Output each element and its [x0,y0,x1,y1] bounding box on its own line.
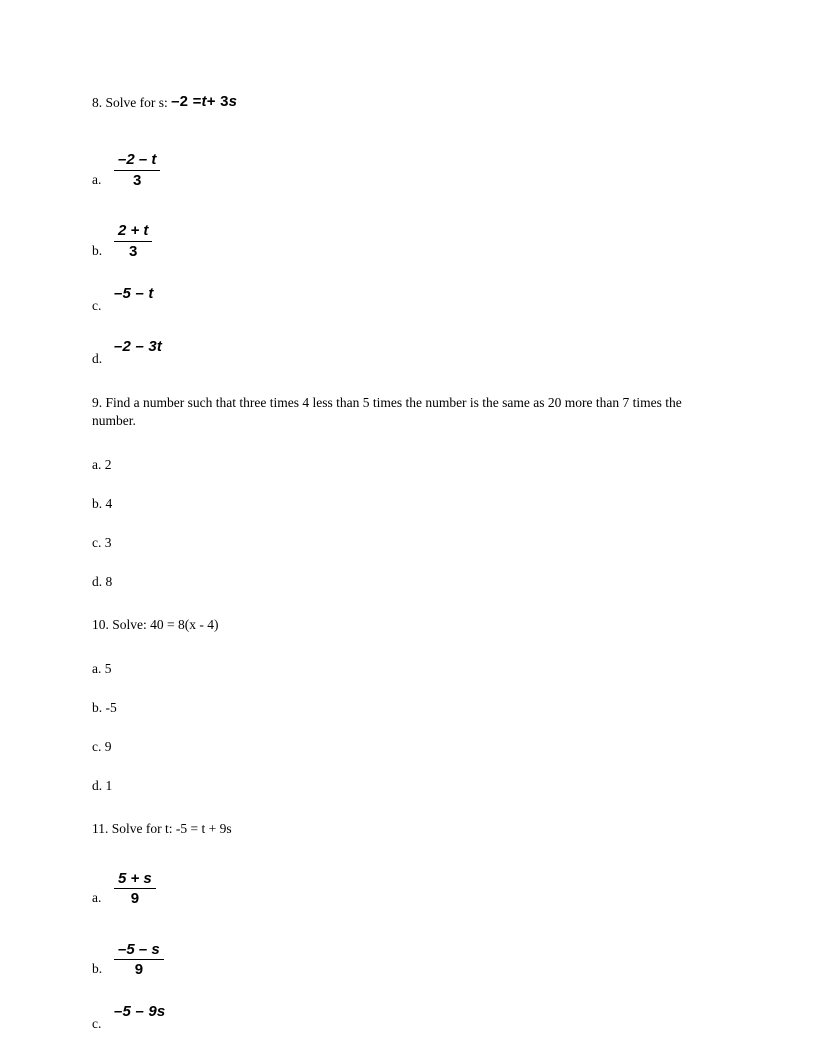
answer-option-11b[interactable] [92,932,732,980]
answer-label: d. [92,350,103,366]
answer-option-10c[interactable]: c. 9 [92,738,112,754]
answer-expression: –5 – 9s [114,1003,166,1021]
answer-option-8c[interactable] [92,285,732,315]
spacer [92,262,732,285]
answer-expression: –5 – t [114,284,154,302]
fraction-numerator: 5 + s [118,869,152,887]
answer-option-9a[interactable]: a. 2 [92,457,112,472]
answer-option-10a[interactable]: a. 5 [92,660,112,676]
fraction-numerator: –5 – s [118,940,160,958]
answer-label: b. [92,242,103,258]
fraction [114,222,152,262]
answer-option-10b[interactable]: b. -5 [92,699,117,715]
fraction-denominator: 9 [130,890,140,907]
answer-label: b. [92,961,103,977]
question-8-stem: 8. Solve for s: [92,95,168,110]
question-8 [92,92,732,114]
answer-option-9b[interactable]: b. 4 [92,496,113,511]
fraction [114,870,156,910]
spacer [92,551,732,574]
spacer [92,368,732,394]
answer-option-8b[interactable] [92,214,732,262]
fraction [114,941,164,981]
spacer [92,716,732,739]
answer-label: a. [92,171,102,187]
spacer [92,473,732,496]
answer-option-8d[interactable] [92,338,732,368]
spacer [92,980,732,1003]
spacer [92,635,732,661]
answer-option-8a[interactable] [92,143,732,191]
answer-option-9d[interactable]: d. 8 [92,574,113,589]
spacer [92,909,732,932]
spacer [92,431,732,457]
spacer [92,315,732,338]
fraction [114,151,160,191]
spacer [92,677,732,700]
fraction-denominator: 3 [133,171,142,189]
fraction-denominator: 9 [134,961,144,978]
question-10: 10. Solve: 40 = 8(x - 4) [92,617,219,632]
spacer [92,590,732,616]
answer-label: c. [92,1016,102,1032]
spacer [92,838,732,861]
answer-expression: –2 – 3t [114,337,163,355]
spacer [92,120,732,143]
question-8-expression: –2 =t+ 3s [171,93,238,110]
answer-option-11c[interactable] [92,1003,732,1033]
spacer [92,794,732,820]
spacer [92,512,732,535]
answer-option-11a[interactable] [92,861,732,909]
fraction-numerator: 2 + t [118,222,149,240]
spacer [92,191,732,214]
fraction-denominator: 3 [129,242,138,260]
answer-label: a. [92,890,102,906]
answer-option-10d[interactable]: d. 1 [92,777,113,793]
fraction-numerator: –2 – t [118,151,157,169]
question-11: 11. Solve for t: -5 = t + 9s [92,820,232,836]
spacer [92,755,732,778]
answer-option-9c[interactable]: c. 3 [92,535,112,550]
question-9: 9. Find a number such that three times 4 less than 5 times the number is the same as 20 more than 7 times the number. [92,394,682,429]
document-body [92,92,732,1033]
answer-label: c. [92,297,102,313]
